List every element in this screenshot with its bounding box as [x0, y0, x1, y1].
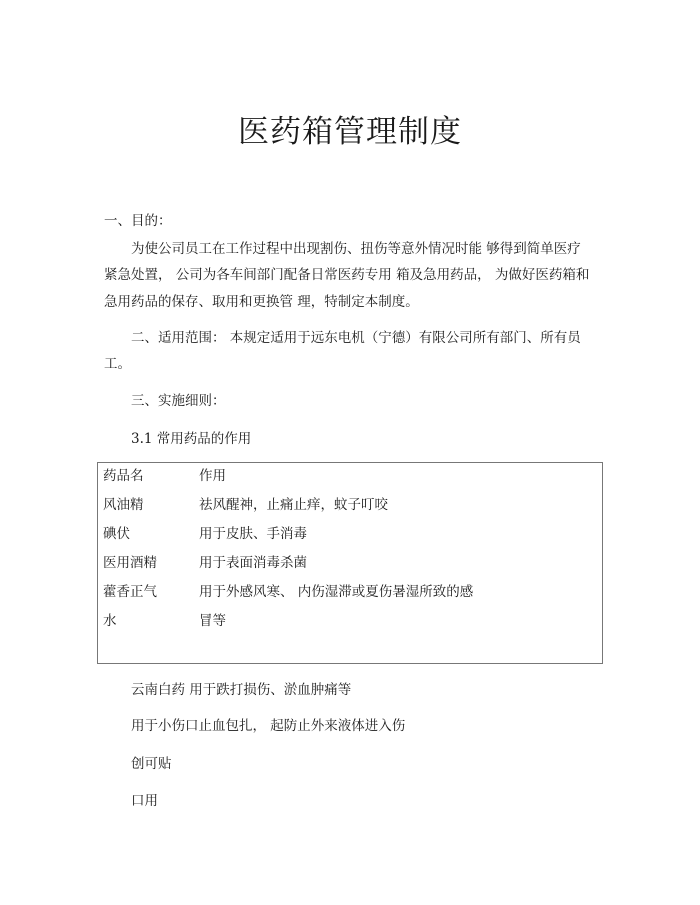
after-table-line-2: 用于小伤口止血包扎， 起防止外来液体进入伤 [131, 718, 406, 734]
table-cell-name: 碘伏 [103, 526, 130, 542]
purpose-line-3: 急用药品的保存、取用和更换管 理，特制定本制度。 [104, 294, 419, 310]
table-cell-name: 水 [103, 613, 117, 629]
table-cell-effect: 用于外感风寒、 内伤湿滞或夏伤暑湿所致的感 [199, 584, 474, 600]
table-header-effect: 作用 [199, 468, 226, 484]
table-cell-effect: 冒等 [199, 613, 226, 629]
after-table-line-3: 创可贴 [131, 756, 172, 772]
medicine-table [97, 462, 603, 664]
details-heading: 三、实施细则： [131, 393, 226, 409]
table-cell-name: 医用酒精 [103, 555, 157, 571]
scope-line-2: 工。 [104, 356, 131, 372]
table-cell-name: 风油精 [103, 497, 144, 513]
table-cell-effect: 用于皮肤、手消毒 [199, 526, 307, 542]
after-table-line-4: 口用 [131, 793, 158, 809]
table-header-name: 药品名 [103, 468, 144, 484]
after-table-line-1: 云南白药 用于跌打损伤、淤血肿痛等 [131, 682, 352, 698]
sub-heading: 3.1 常用药品的作用 [131, 431, 252, 447]
table-cell-effect: 祛风醒神，止痛止痒，蚊子叮咬 [199, 497, 388, 513]
purpose-line-2: 紧急处置， 公司为各车间部门配备日常医药专用 箱及急用药品， 为做好医药箱和 [104, 267, 590, 283]
document-title: 医药箱管理制度 [238, 114, 462, 150]
purpose-line-1: 为使公司员工在工作过程中出现割伤、扭伤等意外情况时能 够得到简单医疗 [131, 241, 581, 257]
purpose-heading: 一、目的： [104, 213, 172, 229]
table-cell-effect: 用于表面消毒杀菌 [199, 555, 307, 571]
table-cell-name: 藿香正气 [103, 584, 157, 600]
scope-line-1: 二、适用范围： 本规定适用于远东电机（宁德）有限公司所有部门、所有员 [131, 330, 581, 346]
